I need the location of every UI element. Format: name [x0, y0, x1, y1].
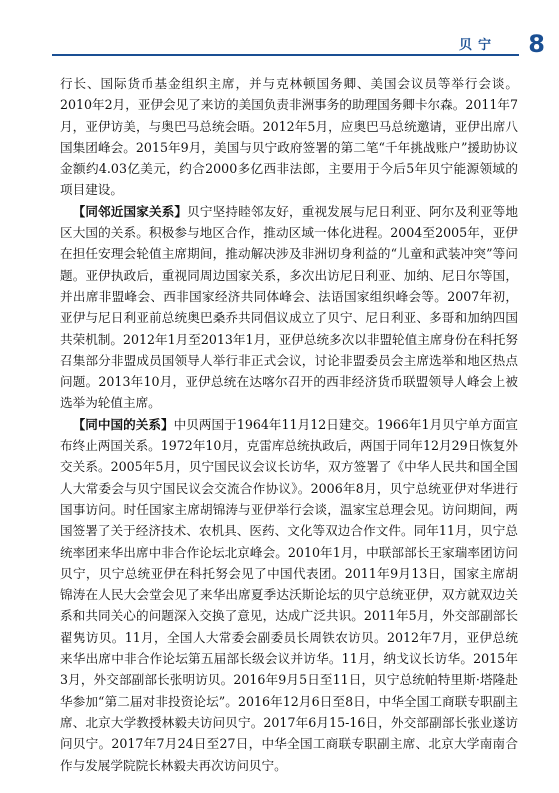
- section-label-neighbors: 【同邻近国家关系】: [72, 203, 188, 219]
- paragraph-text: 行长、国际货币基金组织主席，并与克林顿国务卿、美国会议员等举行会谈。2010年2月，亚伊会见了来访的美国负责非洲事务的助理国务卿卡尔森。2011年7月，亚伊访美，与奥巴马总统会晤。2012年5月，应奥巴马总统邀请，亚伊出席八国集团峰会。2015年9月，美国与贝宁政府签署的第二笔“千年挑战账户”援助协议金额约4.03亿美元，约合2000多亿西非法郎，主要用于今后5年贝宁能源领域的项目建设。: [60, 76, 518, 198]
- paragraph-text: 贝宁坚持睦邻友好，重视发展与尼日利亚、阿尔及利亚等地区大国的关系。积极参与地区合作，推动区域一体化进程。2004至2005年，亚伊在担任安理会轮值主席期间，推动解决涉及非洲切身利益的“儿童和武装冲突”等问题。亚伊执政后，重视同周边国家关系，多次出访尼日利亚、加纳、尼日尔等国，并出席非盟峰会、西非国家经济共同体峰会、法语国家组织峰会等。2007年初，亚伊与尼日利亚前总统奥巴桑乔共同倡议成立了贝宁、尼日利亚、多哥和加纳四国共荣机制。2012年1月至2013年1月，亚伊总统多次以非盟轮值主席身份在科托努召集部分非盟成员国领导人举行非正式会议，讨论非盟委员会主席选举和地区热点问题。2013年10月，亚伊总统在达喀尔召开的西非经济货币联盟领导人峰会上被选举为轮值主席。: [60, 203, 519, 411]
- paragraph-us-relations: [60, 73, 518, 201]
- paragraph-neighbor-relations: [60, 201, 518, 414]
- section-label-china: 【同中国的关系】: [72, 416, 174, 432]
- paragraph-china-relations: [60, 414, 518, 776]
- running-title: 贝宁: [458, 38, 497, 53]
- page-number: 8: [528, 30, 545, 58]
- paragraph-text: 中贝两国于1964年11月12日建交。1966年1月贝宁单方面宣布终止两国关系。1972年10月，克雷库总统执政后，两国于同年12月29日恢复外交关系。2005年5月，贝宁国民议会议长访华，双方签署了《中华人民共和国全国人大常委会与贝宁国民议会交流合作协议》。2006年8月，贝宁总统亚伊对华进行国事访问。时任国家主席胡锦涛与亚伊举行会谈，温家宝总理会见。访问期间，两国签署了关于经济技术、农机具、医药、文化等双边合作文件。同年11月，贝宁总统率团来华出席中非合作论坛北京峰会。2010年1月，中联部部长王家瑞率团访问贝宁，贝宁总统亚伊在科托努会见了中国代表团。2011年9月13日，国家主席胡锦涛在人民大会堂会见了来华出席夏季达沃斯论坛的贝宁总统亚伊，双方就双边关系和共同关心的问题深入交换了意见，达成广泛共识。2011年5月，外交部副部长翟隽访贝。11月，全国人大常委会副委员长周铁农访贝。2012年7月，亚伊总统来华出席中非合作论坛第五届部长级会议并访华。11月，纳戈议长访华。2015年3月，外交部副部长张明访贝。2016年9月5日至11日，贝宁总统帕特里斯·塔隆赴华参加“第二届对非投资论坛”。2016年12月6日至8日，中华全国工商联专职副主席、北京大学教授林毅夫访问贝宁。2017年6月15-16日，外交部副部长张业遂访问贝宁。2017年7月24日至27日，中华全国工商联专职副主席、北京大学南南合作与发展学院院长林毅夫再次访问贝宁。: [60, 416, 518, 773]
- body-text: [60, 73, 518, 776]
- header-rule: [52, 54, 519, 56]
- running-header: [0, 30, 559, 70]
